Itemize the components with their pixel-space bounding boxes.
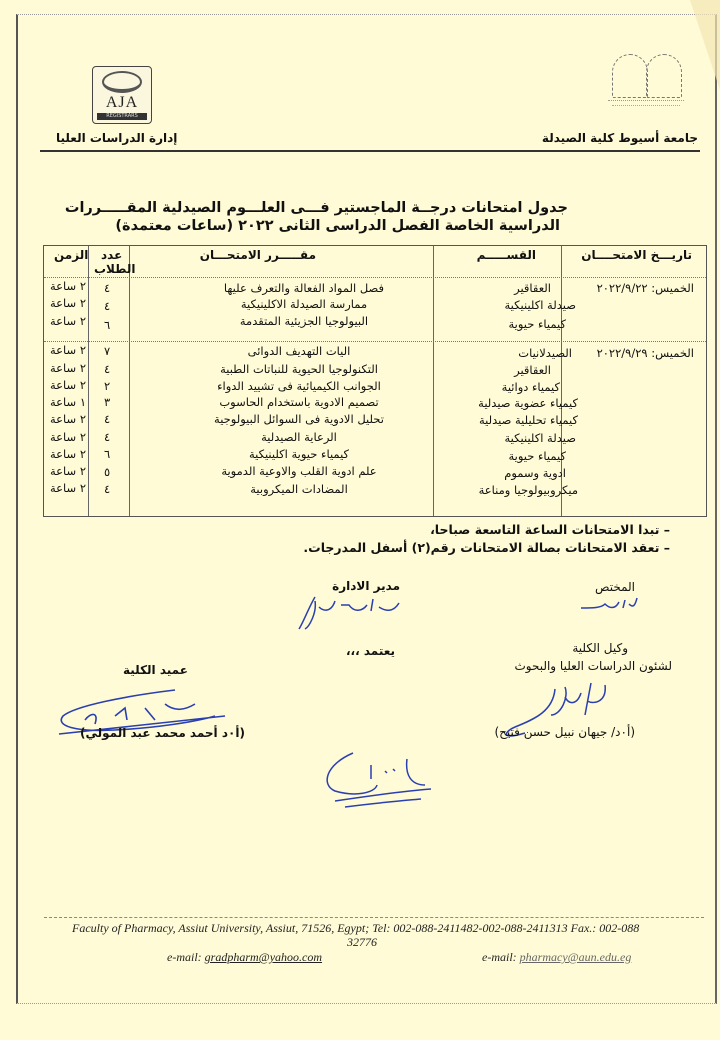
cell-department: العقاقير: [514, 281, 551, 295]
specialist-signature: [575, 594, 645, 616]
cell-course: تحليل الادوية فى السوائل البيولوجية: [214, 412, 384, 426]
note-start-time: – تبدا الامتحانات الساعة التاسعة صباحا،: [430, 522, 670, 537]
specialist-label: المختص: [595, 580, 635, 594]
emblem-arch-left: [612, 54, 648, 98]
cell-duration: ٢ ساعة: [50, 412, 87, 426]
university-emblem-icon: [602, 50, 688, 110]
col-divider: [433, 246, 434, 516]
column-header-students-2: الطلاب: [94, 262, 136, 276]
cell-department: العقاقير: [514, 363, 551, 377]
cell-department: ادوية وسموم: [504, 466, 566, 480]
admin-manager-label: مدير الادارة: [332, 579, 400, 593]
approval-signature: [315, 745, 435, 815]
admin-manager-signature: [295, 593, 405, 633]
cell-students: ٤: [104, 362, 111, 376]
aja-logo-text: AJA: [105, 94, 139, 111]
cell-department: كيمياء حيوية: [508, 449, 566, 463]
emblem-caption: [608, 100, 684, 102]
footer-email-2: [482, 950, 631, 965]
aja-logo-band: REGISTRARS: [97, 113, 147, 120]
col-divider: [88, 246, 89, 516]
cell-course: فصل المواد الفعالة والتعرف عليها: [223, 281, 384, 295]
cell-duration: ٢ ساعة: [50, 296, 87, 310]
footer-email-1: [167, 950, 322, 965]
column-header-date: تاريـــخ الامتحــــان: [581, 248, 692, 262]
cell-course: الرعاية الصيدلية: [261, 430, 337, 444]
cell-course: تصميم الادوية باستخدام الحاسوب: [219, 395, 379, 409]
cell-course: التكنولوجيا الحيوية للنباتات الطبية: [220, 362, 378, 376]
cell-course: ممارسة الصيدلة الاكلينيكية: [240, 297, 368, 311]
group-divider: [44, 341, 706, 342]
footer-divider: [44, 917, 704, 918]
cell-course: اليات التهديف الدوائى: [247, 344, 351, 358]
cell-duration: ١ ساعة: [50, 395, 87, 409]
page-corner-shadow: [690, 0, 720, 90]
approved-label: يعتمد ،،،: [345, 644, 395, 658]
cell-course: المضادات الميكروبية: [250, 482, 348, 496]
university-faculty-name: جامعة أسيوط كلية الصيدلة: [541, 131, 698, 145]
header-row-divider: [44, 277, 706, 278]
cell-duration: ٢ ساعة: [50, 343, 87, 357]
cell-course: علم ادوية القلب والاوعية الدموية: [221, 464, 377, 478]
cell-students: ٢: [104, 379, 111, 393]
cell-department: كيمياء تحليلية صيدلية: [478, 413, 578, 427]
cell-students: ٣: [104, 395, 111, 409]
globe-icon: [102, 71, 142, 93]
cell-students: ٦: [104, 447, 111, 461]
cell-students: ٦: [104, 318, 111, 332]
cell-students: ٤: [104, 412, 111, 426]
cell-department: كيمياء دوائية: [501, 380, 560, 394]
cell-duration: ٢ ساعة: [50, 361, 87, 375]
vice-dean-label: وكيل الكلية: [572, 641, 628, 655]
emblem-arch-right: [646, 54, 682, 98]
cell-department: كيمياء عضوية صيدلية: [478, 396, 578, 410]
cell-duration: ٢ ساعة: [50, 464, 87, 478]
cell-duration: ٢ ساعة: [50, 481, 87, 495]
vice-dean-title: لشئون الدراسات العليا والبحوث: [514, 659, 672, 673]
header-divider: [40, 150, 700, 152]
dean-label: عميد الكلية: [123, 663, 188, 677]
cell-duration: ٢ ساعة: [50, 447, 87, 461]
cell-students: ٤: [104, 299, 111, 313]
footer-address: Faculty of Pharmacy, Assiut University, Assiut, 71526, Egypt; Tel: 002-088-2411482-002-088-2411313 Fax.: 002-088: [72, 921, 640, 935]
col-divider: [129, 246, 130, 516]
cell-department: ميكروبيولوجيا ومناعة: [478, 483, 578, 497]
email-link-faculty[interactable]: pharmacy@aun.edu.eg: [519, 950, 632, 964]
cell-duration: ٢ ساعة: [50, 378, 87, 392]
cell-department: صيدلة اكلينيكية: [504, 298, 576, 312]
footer-address-cont: 32776: [347, 935, 377, 949]
note-exam-hall: – تعقد الامتحانات بصالة الامتحانات رقم(٢) أسفل المدرجات.: [303, 540, 670, 555]
cell-duration: ٢ ساعة: [50, 279, 87, 293]
aja-logo-icon: [92, 66, 152, 124]
exam-schedule-table: [43, 245, 707, 517]
email-label: e-mail:: [482, 950, 520, 964]
cell-students: ٧: [104, 344, 111, 358]
exam-date: الخميس: ٢٠٢٢/٩/٢٩: [596, 346, 694, 360]
dean-name: (أ٠د أحمد محمد عبد المولي): [80, 726, 245, 740]
column-header-duration: الزمن: [54, 248, 89, 262]
department-name: إدارة الدراسات العليا: [56, 131, 178, 145]
email-label: e-mail:: [167, 950, 205, 964]
email-link-grad[interactable]: gradpharm@yahoo.com: [204, 950, 323, 964]
cell-students: ٤: [104, 430, 111, 444]
cell-course: البيولوجيا الجزيئية المتقدمة: [239, 314, 369, 328]
cell-course: كيمياء حيوية اكلينيكية: [248, 447, 350, 461]
cell-department: كيمياء حيوية: [508, 317, 566, 331]
document-title-line-2: الدراسية الخاصة الفصل الدراسى الثانى ٢٠٢٢ (ساعات معتمدة): [115, 218, 560, 234]
cell-department: الصيدلانيات: [518, 346, 572, 360]
cell-students: ٥: [104, 465, 111, 479]
cell-students: ٤: [104, 281, 111, 295]
cell-duration: ٢ ساعة: [50, 314, 87, 328]
cell-students: ٤: [104, 482, 111, 496]
vice-dean-name: (أ٠د/ جيهان نبيل حسن فتيح): [494, 725, 635, 739]
document-title-line-1: جدول امتحانات درجــة الماجستير فـــى العلـــوم الصيدلية المقـــــررات: [64, 200, 568, 216]
cell-duration: ٢ ساعة: [50, 430, 87, 444]
cell-department: صيدلة اكلينيكية: [504, 431, 576, 445]
column-header-course: مقـــــرر الامتحـــان: [199, 248, 316, 262]
cell-course: الجوانب الكيميائية فى تشييد الدواء: [217, 379, 381, 393]
emblem-caption-2: [612, 105, 680, 107]
column-header-students-1: عدد: [101, 248, 123, 262]
column-header-department: القســـــم: [476, 248, 536, 262]
exam-date: الخميس: ٢٠٢٢/٩/٢٢: [596, 281, 694, 295]
